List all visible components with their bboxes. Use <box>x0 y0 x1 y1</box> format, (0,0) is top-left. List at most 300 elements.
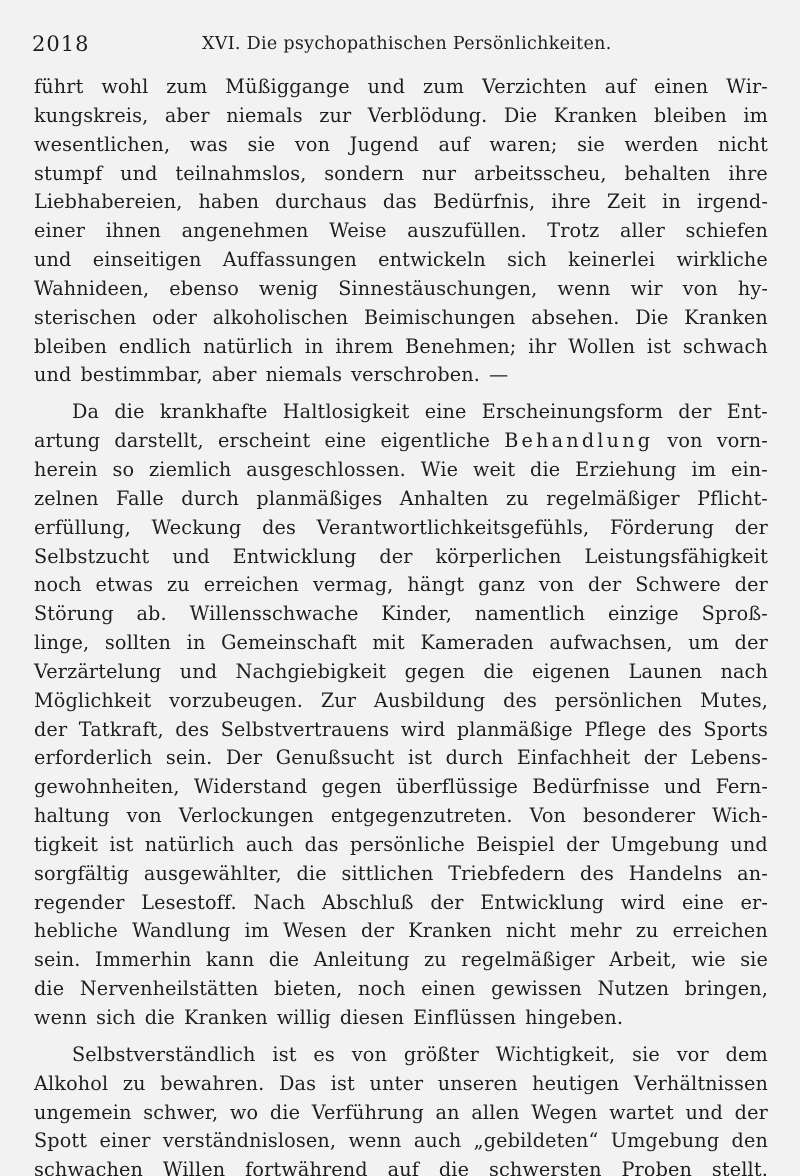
word: Sports <box>703 717 768 741</box>
word: zu <box>506 486 529 510</box>
word: Von <box>529 804 567 828</box>
word: des <box>657 717 692 741</box>
word: von <box>126 804 162 828</box>
word: Pflege <box>584 717 647 741</box>
page-number: 2018 <box>32 32 90 56</box>
word: ausgeschlossen. <box>246 457 406 481</box>
word: behalten <box>624 161 711 185</box>
word: hebliche <box>34 919 118 943</box>
word: Immerhin <box>95 948 192 972</box>
word: der <box>566 832 600 856</box>
word: es <box>313 1042 335 1066</box>
word: einzige <box>607 602 679 626</box>
word: niemals <box>226 103 303 127</box>
word: irgend- <box>696 190 768 214</box>
word: heutigen <box>532 1071 620 1095</box>
word: Nach <box>253 890 306 914</box>
word: die <box>114 400 145 424</box>
word: zu <box>423 948 447 972</box>
word: Bedürfnisse <box>532 775 650 799</box>
text-line <box>34 1099 768 1128</box>
word: Beispiel <box>476 832 555 856</box>
word: vermag, <box>312 573 394 597</box>
word: von <box>667 429 703 453</box>
word: Der <box>225 746 263 770</box>
word: dem <box>725 1042 768 1066</box>
word: ebenso <box>169 276 239 300</box>
text-line <box>34 304 768 333</box>
word: vorn- <box>716 429 768 453</box>
word: die <box>483 659 514 683</box>
word: Wegen <box>531 1100 598 1124</box>
text-line <box>34 246 768 275</box>
word: sich <box>507 248 547 272</box>
word: in <box>304 334 324 358</box>
word: und <box>172 544 210 568</box>
word: Sinnestäuschungen, <box>338 276 538 300</box>
word: etwas <box>95 573 154 597</box>
text-line <box>34 217 768 246</box>
word: wesentlichen, <box>34 132 171 156</box>
word: Verlockungen <box>178 804 314 828</box>
text-line <box>34 1127 768 1156</box>
word: wartet <box>609 1100 674 1124</box>
word: regender <box>34 890 125 914</box>
text-line <box>34 333 768 362</box>
word: Nervenheilstätten <box>79 977 259 1001</box>
word: Umgebung <box>610 1129 720 1153</box>
word: von <box>682 276 718 300</box>
word: bieten, <box>274 977 343 1001</box>
word: der <box>734 573 768 597</box>
word: schwersten <box>488 1158 602 1176</box>
word: ist <box>272 1042 297 1066</box>
word: wenn <box>34 1006 88 1029</box>
text-line <box>34 73 768 102</box>
word: auf <box>438 132 470 156</box>
word: absehen. <box>531 305 620 329</box>
word: erreichen <box>672 919 768 943</box>
word: aller <box>619 219 665 243</box>
word: Weise <box>329 219 387 243</box>
word: ab. <box>136 602 167 626</box>
word: Verhältnissen <box>633 1071 768 1095</box>
word: Wie <box>420 457 459 481</box>
word: und <box>730 832 768 856</box>
word: durch <box>445 746 504 770</box>
word: im <box>691 457 717 481</box>
word: aber <box>211 363 257 387</box>
text-line <box>34 658 768 687</box>
text-line <box>34 188 768 217</box>
word: ausgewählter, <box>143 861 282 885</box>
word: Kranken <box>684 305 768 329</box>
word: keinerlei <box>568 248 656 272</box>
word: mit <box>372 631 405 655</box>
word: bestimmbar, <box>80 363 203 387</box>
word: bringen, <box>684 977 768 1001</box>
word: Tatkraft, <box>78 717 164 741</box>
word: schwachen <box>34 1158 143 1176</box>
word: erreichen <box>203 573 300 597</box>
word: Sproß- <box>701 602 768 626</box>
word: gewohnheiten, <box>34 775 180 799</box>
word: sie <box>247 132 276 156</box>
text-line <box>34 275 768 304</box>
word: zu <box>122 1071 146 1095</box>
word: wohl <box>101 75 149 98</box>
word: die <box>438 1158 470 1176</box>
word: und <box>34 363 72 387</box>
word: kann <box>206 948 255 972</box>
word: zu <box>167 573 190 597</box>
word: die <box>269 1100 301 1124</box>
text-line <box>34 831 768 860</box>
word: Proben <box>621 1158 693 1176</box>
text-line <box>34 456 768 485</box>
text-line <box>34 946 768 975</box>
word: zur <box>319 103 352 127</box>
word: gewissen <box>491 977 582 1001</box>
word: nur <box>421 161 457 185</box>
word: Behandlung <box>504 429 654 453</box>
text-line <box>34 600 768 629</box>
word: ziemlich <box>149 457 232 481</box>
word: eine <box>324 429 367 453</box>
word: noch <box>357 977 406 1001</box>
word: in <box>662 190 681 214</box>
word: Triebfedern <box>448 861 566 885</box>
word: Liebhabereien, <box>34 190 183 214</box>
text-line <box>34 773 768 802</box>
word: und <box>663 775 702 799</box>
chapter-title: XVI. Die psychopathischen Persönlichkeiten. <box>202 34 612 54</box>
word: Fern- <box>715 775 768 799</box>
word: sein. <box>165 746 213 770</box>
word: die <box>144 1006 176 1029</box>
word: Abschluß <box>322 890 414 914</box>
word: erfüllung, <box>34 515 131 539</box>
word: einer <box>34 219 86 243</box>
word: erscheint <box>217 429 311 453</box>
word: besonderer <box>582 804 696 828</box>
word: ungemein <box>34 1100 132 1124</box>
word: ein- <box>730 457 768 481</box>
word: Wahnideen, <box>34 276 150 300</box>
word: Die <box>503 103 538 127</box>
word: regelmäßiger <box>546 486 680 510</box>
word: an <box>435 1100 460 1124</box>
word: planmäßige <box>456 717 573 741</box>
paragraph <box>34 73 768 390</box>
word: schwach <box>682 334 768 358</box>
text-line <box>34 860 768 889</box>
word: Falle <box>116 486 164 510</box>
word: namentlich <box>474 602 586 626</box>
word: persönliche <box>349 832 465 856</box>
word: ist <box>330 1071 355 1095</box>
word: natürlich <box>203 334 293 358</box>
word: krankhafte <box>159 400 268 424</box>
word: teilnahmslos, <box>175 161 307 185</box>
word: ist <box>646 334 672 358</box>
text-line <box>34 802 768 831</box>
word: Einflüssen <box>413 1006 517 1029</box>
word: Kinder, <box>381 602 452 626</box>
text-line <box>34 571 768 600</box>
word: und <box>367 75 406 98</box>
running-head <box>32 32 768 62</box>
word: vorzubeugen. <box>169 688 304 712</box>
word: der <box>34 717 68 741</box>
word: stumpf <box>34 161 103 185</box>
word: auch <box>413 1129 462 1153</box>
word: Selbstvertrauens <box>220 717 390 741</box>
word: sie <box>577 132 605 156</box>
word: den <box>731 1129 768 1153</box>
word: und <box>34 248 72 272</box>
word: auszufüllen. <box>407 219 527 243</box>
word: wenn <box>557 276 611 300</box>
word: wie <box>691 948 726 972</box>
word: Möglichkeit <box>34 688 152 712</box>
word: bleiben <box>34 334 107 358</box>
word: Einfachheit <box>516 746 631 770</box>
word: Lebens- <box>690 746 768 770</box>
word: Verblödung. <box>367 103 488 127</box>
word: Selbstzucht <box>34 544 150 568</box>
word: hängt <box>407 573 465 597</box>
word: herein <box>34 457 98 481</box>
text-line <box>34 131 768 160</box>
text-line <box>34 361 768 390</box>
text-line <box>34 160 768 189</box>
text-line <box>34 398 768 427</box>
word: eigentliche <box>380 429 491 453</box>
word: die <box>268 948 300 972</box>
word: fortwährend <box>245 1158 368 1176</box>
word: an- <box>737 861 768 885</box>
word: — <box>489 363 509 387</box>
word: Verzärtelung <box>34 659 162 683</box>
word: aufwachsen, <box>549 631 673 655</box>
word: und <box>120 161 158 185</box>
word: von <box>351 1042 387 1066</box>
word: Launen <box>628 659 703 683</box>
word: gegen <box>321 775 382 799</box>
word: nicht <box>717 132 768 156</box>
paragraph-gap <box>34 1033 768 1041</box>
word: nach <box>720 659 768 683</box>
word: von <box>538 573 575 597</box>
word: sie <box>632 1042 660 1066</box>
word: hingeben. <box>525 1006 624 1029</box>
word: allen <box>471 1100 520 1124</box>
paragraph <box>34 1041 768 1176</box>
word: vor <box>676 1042 709 1066</box>
word: Anhalten <box>399 486 489 510</box>
word: entgegenzutreten. <box>330 804 513 828</box>
word: Entwicklung <box>232 544 357 568</box>
word: durch <box>181 486 239 510</box>
word: wenig <box>258 276 319 300</box>
word: des <box>175 717 210 741</box>
word: zum <box>422 75 465 98</box>
word: was <box>189 132 228 156</box>
word: Weckung <box>151 515 242 539</box>
word: hy- <box>737 276 768 300</box>
word: ist <box>109 832 134 856</box>
word: zelnen <box>34 486 99 510</box>
word: artung <box>34 429 101 453</box>
word: oder <box>152 305 198 329</box>
word: Nachgiebigkeit <box>235 659 387 683</box>
word: regelmäßiger <box>461 948 595 972</box>
word: Kranken <box>553 103 638 127</box>
word: tigkeit <box>34 832 99 856</box>
word: ihr <box>528 334 557 358</box>
word: Anleitung <box>313 948 410 972</box>
word: wenn <box>348 1129 402 1153</box>
word: ihrem <box>335 334 394 358</box>
word: entwickeln <box>378 248 486 272</box>
word: Da <box>72 400 100 424</box>
word: sorgfältig <box>34 861 130 885</box>
word: Umgebung <box>610 832 720 856</box>
word: angenehmen <box>181 219 309 243</box>
word: Bedürfnis, <box>432 190 536 214</box>
word: niemals <box>265 363 343 387</box>
text-line <box>34 917 768 946</box>
word: Selbstverständlich <box>72 1042 256 1066</box>
word: einseitigen <box>92 248 202 272</box>
word: Wich- <box>712 804 768 828</box>
word: Wesen <box>283 919 347 943</box>
word: im <box>743 103 768 127</box>
word: unter <box>369 1071 424 1095</box>
word: Erziehung <box>575 457 677 481</box>
word: in <box>186 631 206 655</box>
word: wird <box>400 717 446 741</box>
word: Arbeit, <box>609 948 677 972</box>
word: einen <box>421 977 476 1001</box>
word: auch <box>245 832 294 856</box>
text-line <box>34 1070 768 1099</box>
word: unseren <box>437 1071 518 1095</box>
word: noch <box>34 573 82 597</box>
word: Entwicklung <box>480 890 605 914</box>
word: Auffassungen <box>222 248 357 272</box>
text-line <box>34 889 768 918</box>
word: Zur <box>320 688 357 712</box>
word: wirkliche <box>676 248 768 272</box>
text-line <box>34 427 768 456</box>
word: Nutzen <box>597 977 670 1001</box>
word: der <box>643 746 677 770</box>
word: des <box>503 688 538 712</box>
word: ist <box>408 746 433 770</box>
text-line <box>34 1004 768 1033</box>
word: Kranken <box>408 919 492 943</box>
word: Gemeinschaft <box>221 631 357 655</box>
word: eigenen <box>531 659 611 683</box>
word: Zeit <box>606 190 647 214</box>
word: ganz <box>478 573 525 597</box>
word: durchaus <box>275 190 367 214</box>
word: und <box>179 659 218 683</box>
word: so <box>112 457 135 481</box>
word: Das <box>279 1071 317 1095</box>
word: verständnislosen, <box>162 1129 337 1153</box>
word: Förderung <box>609 515 715 539</box>
word: Verantwortlichkeitsgefühls, <box>316 515 590 539</box>
word: sterischen <box>34 305 137 329</box>
word: Die <box>635 305 669 329</box>
word: der <box>588 573 622 597</box>
text-line <box>34 687 768 716</box>
word: zu <box>635 919 659 943</box>
word: sollten <box>104 631 172 655</box>
word: „gebildeten“ <box>473 1129 599 1153</box>
word: kungskreis, <box>34 103 149 127</box>
word: alkoholischen <box>212 305 349 329</box>
word: haben <box>198 190 260 214</box>
text-line <box>34 629 768 658</box>
word: einer <box>99 1129 151 1153</box>
paragraph <box>34 398 768 1033</box>
word: sich <box>96 1006 136 1029</box>
word: Benehmen; <box>405 334 517 358</box>
word: der <box>734 515 768 539</box>
word: der <box>379 544 413 568</box>
text-line <box>34 514 768 543</box>
word: Wollen <box>568 334 636 358</box>
text-line <box>34 102 768 131</box>
word: Willensschwache <box>189 602 359 626</box>
word: überflüssige <box>396 775 519 799</box>
word: persönlichen <box>554 688 683 712</box>
word: Wichtigkeit, <box>495 1042 616 1066</box>
word: Trotz <box>547 219 600 243</box>
word: der <box>734 631 768 655</box>
word: darstellt, <box>114 429 204 453</box>
word: Pflicht- <box>697 486 768 510</box>
text-line <box>34 975 768 1004</box>
word: Beimischungen <box>363 305 516 329</box>
word: Mutes, <box>700 688 768 712</box>
word: der <box>430 890 464 914</box>
word: ihnen <box>105 219 162 243</box>
word: Kranken <box>184 1006 268 1029</box>
word: zum <box>166 75 208 98</box>
word: das <box>304 832 339 856</box>
word: die <box>530 457 561 481</box>
word: Ausbildung <box>373 688 486 712</box>
word: Willen <box>162 1158 226 1176</box>
word: Störung <box>34 602 114 626</box>
word: des <box>580 861 614 885</box>
word: sittlichen <box>341 861 434 885</box>
text-line <box>34 1156 768 1176</box>
word: aber <box>164 103 210 127</box>
word: eine <box>424 400 467 424</box>
word: sie <box>740 948 768 972</box>
paragraph-gap <box>34 390 768 398</box>
word: erforderlich <box>34 746 153 770</box>
text-line <box>34 716 768 745</box>
word: größter <box>403 1042 479 1066</box>
word: mehr <box>570 919 622 943</box>
